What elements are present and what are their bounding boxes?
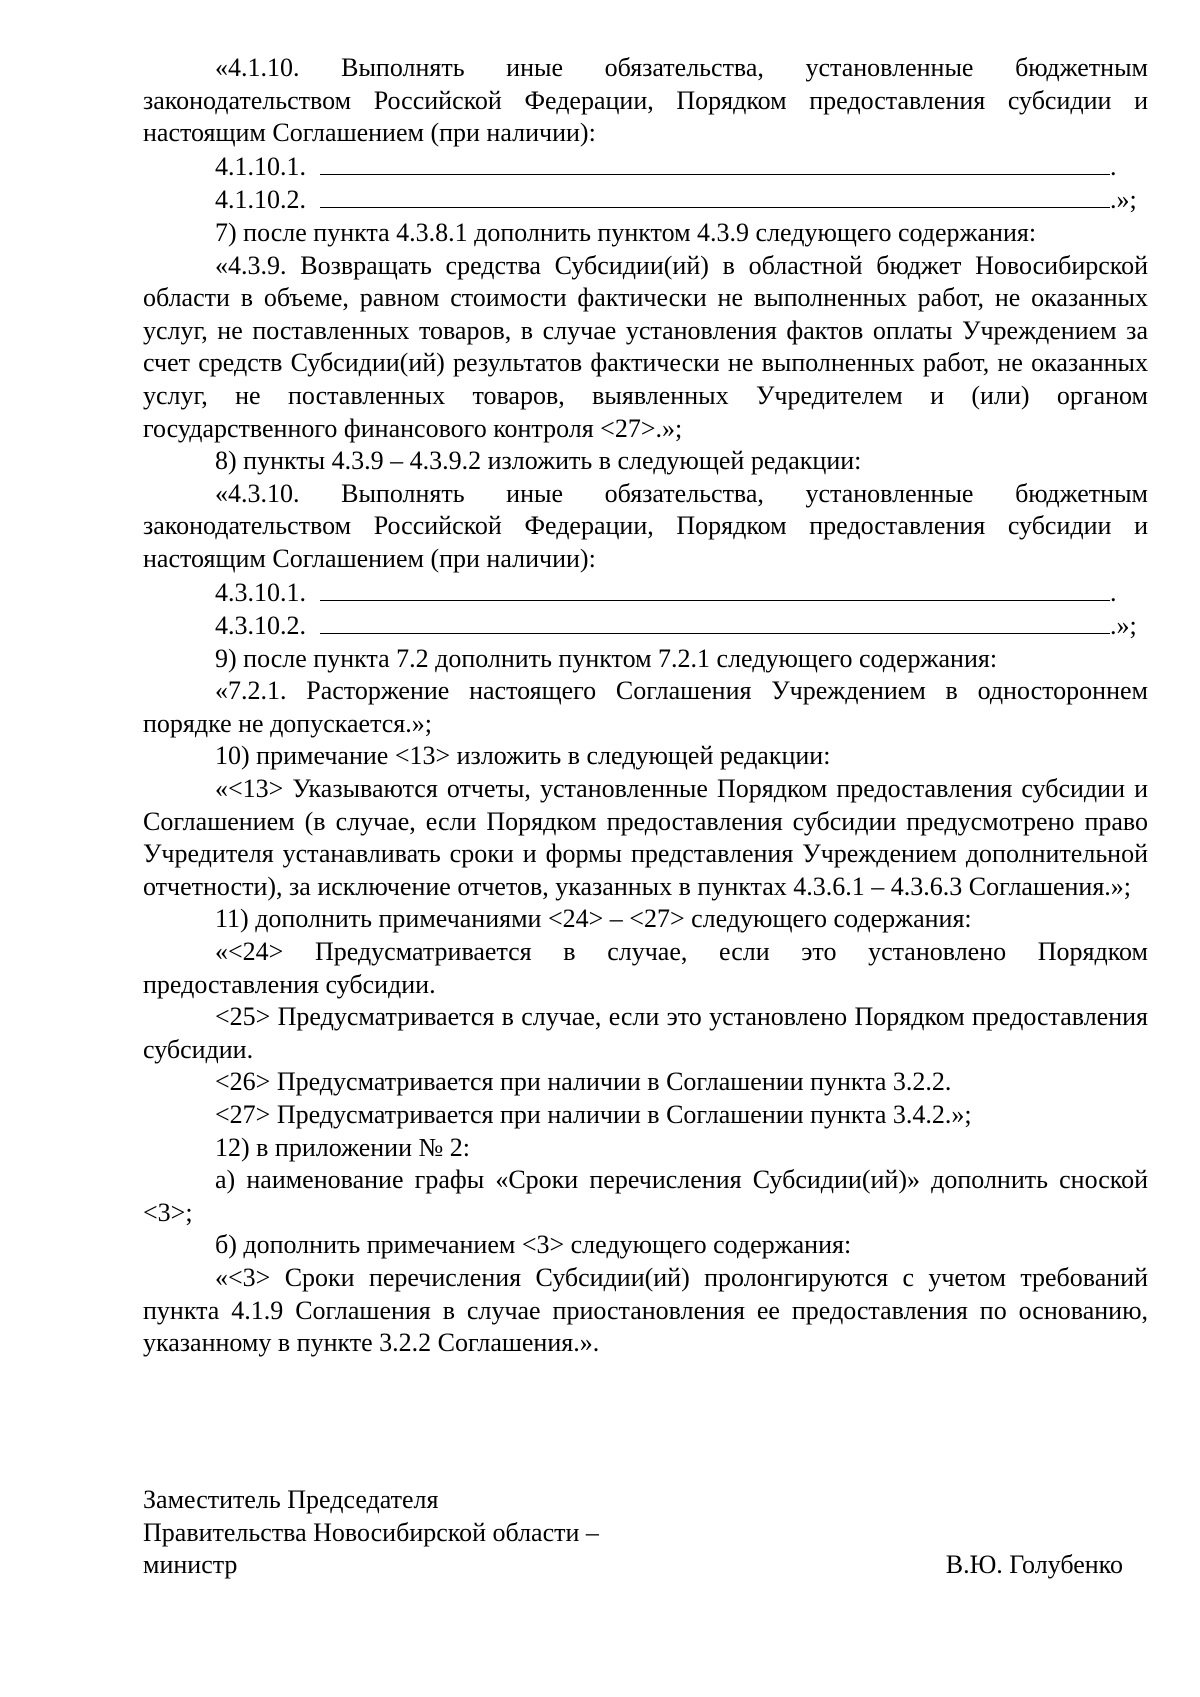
paragraph-4-1-10: «4.1.10. Выполнять иные обязательства, установленные бюджетным законодательством Российской Федерации, Порядком предоставления субсидии и настоящим Соглашением (при наличии):	[143, 53, 1148, 148]
paragraph-item-8: 8) пункты 4.3.9 – 4.3.9.2 изложить в следующей редакции:	[215, 446, 862, 476]
blank-line-4-3-10-2	[143, 609, 1148, 643]
paragraph-4-3-9: «4.3.9. Возвращать средства Субсидии(ий) в областной бюджет Новосибирской области в объеме, равном стоимости фактически не выполненных работ, не оказанных услуг, не поставленных товаров, в случае установления фактов оплаты Учреждением за счет средств Субсидии(ий) результатов фактически не выполненных работ, не оказанных услуг, не поставленных товаров, выявленных Учредителем и (или) органом государственного финансового контроля <27>.»;	[143, 250, 1148, 443]
paragraph-item-11: 11) дополнить примечаниями <24> – <27> следующего содержания:	[215, 904, 972, 934]
blank-end: .	[1110, 151, 1117, 181]
paragraph-4-3-10: «4.3.10. Выполнять иные обязательства, установленные бюджетным законодательством Российской Федерации, Порядком предоставления субсидии и настоящим Соглашением (при наличии):	[143, 478, 1148, 573]
blank-label: 4.1.10.2.	[215, 185, 306, 215]
paragraph-note-3: «<3> Сроки перечисления Субсидии(ий) пролонгируются с учетом требований пункта 4.1.9 Соглашения в случае приостановления ее предоставления по основанию, указанному в пункте 3.2.2 Соглашения.».	[143, 1262, 1148, 1358]
blank-label: 4.3.10.1.	[215, 577, 306, 607]
signature-position-1: Заместитель Председателя	[143, 1485, 439, 1514]
signature-position-line-1	[143, 1484, 1143, 1517]
blank-line-4-3-10-1	[143, 576, 1148, 610]
paragraph-item-9: 9) после пункта 7.2 дополнить пунктом 7.2.1 следующего содержания:	[215, 643, 998, 673]
signature-position-line-3	[143, 1549, 1143, 1582]
signatory-name: В.Ю. Голубенко	[945, 1550, 1123, 1580]
paragraph-note-24: «<24> Предусматривается в случае, если это установлено Порядком предоставления субсидии.	[143, 937, 1148, 999]
paragraph-note-26: <26> Предусматривается при наличии в Соглашении пункта 3.2.2.	[215, 1067, 952, 1097]
paragraph-7-2-1: «7.2.1. Расторжение настоящего Соглашения Учреждением в одностороннем порядке не допускается.»;	[143, 676, 1148, 738]
blank-underline	[320, 183, 1110, 208]
signature-position-line-2	[143, 1517, 1143, 1550]
document-body	[143, 52, 1148, 1360]
blank-underline	[320, 576, 1110, 601]
blank-label: 4.3.10.2.	[215, 611, 306, 641]
blank-end: .»;	[1110, 185, 1137, 215]
blank-underline	[320, 609, 1110, 634]
blank-label: 4.1.10.1.	[215, 151, 306, 181]
paragraph-item-12-b: б) дополнить примечанием <3> следующего содержания:	[215, 1230, 852, 1260]
signature-position-3: министр	[143, 1550, 238, 1580]
blank-end: .»;	[1110, 611, 1137, 641]
paragraph-note-27: <27> Предусматривается при наличии в Соглашении пункта 3.4.2.»;	[215, 1100, 972, 1129]
paragraph-item-7: 7) после пункта 4.3.8.1 дополнить пунктом 4.3.9 следующего содержания:	[215, 217, 1037, 247]
paragraph-note-25: <25> Предусматривается в случае, если это установлено Порядком предоставления субсидии.	[143, 1002, 1148, 1064]
paragraph-item-12: 12) в приложении № 2:	[215, 1132, 471, 1162]
paragraph-note-13: «<13> Указываются отчеты, установленные Порядком предоставления субсидии и Соглашением (в случае, если Порядком предоставления субсидии предусмотрено право Учредителя устанавливать сроки и формы представления Учреждением дополнительной отчетности), за исключение отчетов, указанных в пунктах 4.3.6.1 – 4.3.6.3 Соглашения.»;	[143, 774, 1148, 901]
signature-position-2: Правительства Новосибирской области –	[143, 1517, 599, 1547]
paragraph-item-10: 10) примечание <13> изложить в следующей редакции:	[215, 741, 831, 771]
blank-line-4-1-10-2	[143, 183, 1148, 217]
blank-underline	[320, 150, 1110, 175]
paragraph-item-12-a: а) наименование графы «Сроки перечисления Субсидии(ий)» дополнить сноской <3>;	[143, 1165, 1148, 1227]
blank-line-4-1-10-1	[143, 150, 1148, 184]
blank-end: .	[1110, 577, 1117, 607]
signature-block	[143, 1484, 1143, 1582]
